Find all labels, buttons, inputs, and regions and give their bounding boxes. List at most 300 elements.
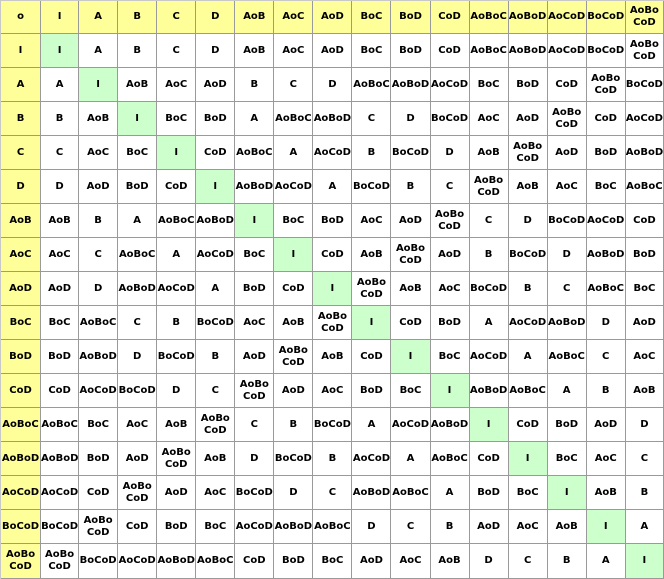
table-cell: AoBoC bbox=[391, 476, 430, 510]
table-cell: AoC bbox=[79, 136, 118, 170]
table-cell: AoBoD bbox=[352, 476, 391, 510]
table-row bbox=[1, 34, 664, 68]
table-cell: AoCoD bbox=[79, 374, 118, 408]
table-cell: D bbox=[470, 544, 509, 579]
table-cell: AoB bbox=[196, 442, 235, 476]
table-cell: AoB bbox=[470, 136, 509, 170]
table-cell: D bbox=[157, 374, 196, 408]
column-header: CoD bbox=[431, 1, 470, 34]
table-cell: BoCoD bbox=[313, 408, 352, 442]
table-body bbox=[1, 34, 664, 579]
row-header: BoCoD bbox=[1, 510, 41, 544]
table-cell: A bbox=[470, 306, 509, 340]
table-cell: AoD bbox=[431, 238, 470, 272]
table-cell: A bbox=[391, 442, 430, 476]
column-header: AoBoD bbox=[509, 1, 548, 34]
table-cell: AoCoD bbox=[548, 34, 587, 68]
table-cell: AoB bbox=[41, 204, 79, 238]
identity-cell: I bbox=[509, 442, 548, 476]
table-cell: AoBo CoD bbox=[431, 204, 470, 238]
table-cell: AoB bbox=[509, 170, 548, 204]
table-cell: A bbox=[274, 136, 313, 170]
table-row bbox=[1, 68, 664, 102]
table-cell: C bbox=[274, 68, 313, 102]
table-cell: BoCoD bbox=[41, 510, 79, 544]
table-cell: AoC bbox=[196, 476, 235, 510]
table-cell: AoBoC bbox=[431, 442, 470, 476]
table-cell: B bbox=[626, 476, 664, 510]
table-cell: AoBoD bbox=[587, 238, 626, 272]
table-cell: C bbox=[391, 510, 430, 544]
column-header: AoBoC bbox=[470, 1, 509, 34]
table-cell: B bbox=[157, 306, 196, 340]
table-cell: C bbox=[313, 476, 352, 510]
table-cell: BoCoD bbox=[196, 306, 235, 340]
table-cell: D bbox=[274, 476, 313, 510]
table-cell: D bbox=[41, 170, 79, 204]
table-cell: CoD bbox=[352, 340, 391, 374]
table-cell: B bbox=[235, 68, 274, 102]
table-cell: BoD bbox=[626, 238, 664, 272]
column-header: AoC bbox=[274, 1, 313, 34]
table-cell: BoCoD bbox=[587, 34, 626, 68]
row-header: D bbox=[1, 170, 41, 204]
table-cell: AoC bbox=[470, 102, 509, 136]
row-header: AoBo CoD bbox=[1, 544, 41, 579]
table-cell: B bbox=[509, 272, 548, 306]
table-cell: C bbox=[235, 408, 274, 442]
table-cell: BoC bbox=[391, 374, 430, 408]
table-cell: BoC bbox=[352, 34, 391, 68]
table-cell: AoCoD bbox=[157, 272, 196, 306]
table-cell: AoBoC bbox=[626, 170, 664, 204]
table-cell: AoD bbox=[587, 408, 626, 442]
table-cell: AoC bbox=[626, 340, 664, 374]
row-header: CoD bbox=[1, 374, 41, 408]
table-cell: BoD bbox=[274, 544, 313, 579]
table-cell: BoCoD bbox=[509, 238, 548, 272]
table-cell: C bbox=[79, 238, 118, 272]
table-cell: AoBo CoD bbox=[313, 306, 352, 340]
table-cell: AoD bbox=[470, 510, 509, 544]
row-header: AoD bbox=[1, 272, 41, 306]
row-header: BoD bbox=[1, 340, 41, 374]
table-cell: BoC bbox=[313, 544, 352, 579]
table-cell: BoD bbox=[235, 272, 274, 306]
table-row bbox=[1, 544, 664, 579]
table-cell: C bbox=[509, 544, 548, 579]
table-cell: AoCoD bbox=[509, 306, 548, 340]
table-cell: BoD bbox=[313, 204, 352, 238]
row-header: BoC bbox=[1, 306, 41, 340]
table-cell: AoBoC bbox=[352, 68, 391, 102]
row-header: AoB bbox=[1, 204, 41, 238]
table-cell: BoCoD bbox=[157, 340, 196, 374]
table-cell: AoB bbox=[118, 68, 157, 102]
table-cell: BoD bbox=[548, 408, 587, 442]
table-cell: AoBoC bbox=[548, 340, 587, 374]
table-row bbox=[1, 374, 664, 408]
table-cell: AoB bbox=[79, 102, 118, 136]
table-cell: CoD bbox=[509, 408, 548, 442]
table-cell: AoBo CoD bbox=[626, 34, 664, 68]
table-cell: B bbox=[431, 510, 470, 544]
column-header: I bbox=[41, 1, 79, 34]
table-cell: D bbox=[509, 204, 548, 238]
table-cell: D bbox=[313, 68, 352, 102]
table-cell: AoC bbox=[274, 34, 313, 68]
table-cell: CoD bbox=[470, 442, 509, 476]
table-cell: AoD bbox=[157, 476, 196, 510]
table-cell: C bbox=[118, 306, 157, 340]
table-cell: BoCoD bbox=[274, 442, 313, 476]
row-header: A bbox=[1, 68, 41, 102]
table-cell: AoC bbox=[431, 272, 470, 306]
column-header: AoCoD bbox=[548, 1, 587, 34]
column-header: A bbox=[79, 1, 118, 34]
table-cell: CoD bbox=[157, 170, 196, 204]
table-cell: AoBoC bbox=[274, 102, 313, 136]
table-cell: D bbox=[391, 102, 430, 136]
table-cell: CoD bbox=[196, 136, 235, 170]
table-cell: AoCoD bbox=[626, 102, 664, 136]
table-cell: C bbox=[431, 170, 470, 204]
table-cell: BoC bbox=[548, 442, 587, 476]
table-cell: CoD bbox=[391, 306, 430, 340]
table-row bbox=[1, 170, 664, 204]
table-cell: AoC bbox=[118, 408, 157, 442]
table-cell: BoD bbox=[196, 102, 235, 136]
row-header: B bbox=[1, 102, 41, 136]
table-cell: BoC bbox=[118, 136, 157, 170]
table-cell: C bbox=[587, 340, 626, 374]
table-cell: BoC bbox=[157, 102, 196, 136]
table-cell: BoC bbox=[235, 238, 274, 272]
table-cell: AoD bbox=[352, 544, 391, 579]
table-cell: BoD bbox=[79, 442, 118, 476]
table-cell: AoCoD bbox=[352, 442, 391, 476]
table-cell: CoD bbox=[274, 272, 313, 306]
table-cell: AoBo CoD bbox=[548, 102, 587, 136]
table-cell: BoD bbox=[157, 510, 196, 544]
table-cell: BoD bbox=[41, 340, 79, 374]
row-header: C bbox=[1, 136, 41, 170]
table-cell: AoCoD bbox=[391, 408, 430, 442]
identity-cell: I bbox=[626, 544, 664, 579]
table-cell: BoC bbox=[626, 272, 664, 306]
header-row bbox=[1, 1, 664, 34]
column-header: C bbox=[157, 1, 196, 34]
table-header bbox=[1, 1, 664, 34]
identity-cell: I bbox=[274, 238, 313, 272]
table-cell: AoBoD bbox=[470, 374, 509, 408]
row-header: AoBoC bbox=[1, 408, 41, 442]
table-cell: B bbox=[548, 544, 587, 579]
table-cell: AoBo CoD bbox=[235, 374, 274, 408]
table-cell: AoCoD bbox=[587, 204, 626, 238]
table-cell: D bbox=[235, 442, 274, 476]
table-cell: D bbox=[352, 510, 391, 544]
table-cell: BoC bbox=[274, 204, 313, 238]
corner-cell: o bbox=[1, 1, 41, 34]
table-cell: B bbox=[79, 204, 118, 238]
column-header: BoCoD bbox=[587, 1, 626, 34]
table-cell: AoD bbox=[235, 340, 274, 374]
table-cell: CoD bbox=[118, 510, 157, 544]
table-cell: B bbox=[41, 102, 79, 136]
table-cell: BoCoD bbox=[548, 204, 587, 238]
table-cell: CoD bbox=[587, 102, 626, 136]
table-cell: B bbox=[196, 340, 235, 374]
table-cell: AoBo CoD bbox=[391, 238, 430, 272]
table-cell: AoCoD bbox=[470, 340, 509, 374]
identity-cell: I bbox=[235, 204, 274, 238]
table-row bbox=[1, 306, 664, 340]
table-cell: AoBoC bbox=[157, 204, 196, 238]
table-cell: AoBoD bbox=[391, 68, 430, 102]
table-cell: D bbox=[548, 238, 587, 272]
table-cell: A bbox=[509, 340, 548, 374]
table-cell: BoC bbox=[509, 476, 548, 510]
identity-cell: I bbox=[391, 340, 430, 374]
table-cell: BoCoD bbox=[431, 102, 470, 136]
table-cell: A bbox=[118, 204, 157, 238]
table-cell: BoD bbox=[391, 34, 430, 68]
row-header: AoC bbox=[1, 238, 41, 272]
table-row bbox=[1, 408, 664, 442]
table-cell: D bbox=[431, 136, 470, 170]
table-cell: BoCoD bbox=[470, 272, 509, 306]
table-row bbox=[1, 102, 664, 136]
table-cell: D bbox=[118, 340, 157, 374]
table-cell: AoBoD bbox=[41, 442, 79, 476]
table-cell: BoC bbox=[79, 408, 118, 442]
identity-cell: I bbox=[587, 510, 626, 544]
table-cell: A bbox=[352, 408, 391, 442]
table-cell: BoD bbox=[470, 476, 509, 510]
table-cell: AoBoC bbox=[509, 374, 548, 408]
column-header: D bbox=[196, 1, 235, 34]
table-cell: BoC bbox=[196, 510, 235, 544]
table-cell: AoBo CoD bbox=[274, 340, 313, 374]
table-cell: AoC bbox=[313, 374, 352, 408]
table-cell: D bbox=[626, 408, 664, 442]
table-cell: BoD bbox=[509, 68, 548, 102]
table-cell: C bbox=[157, 34, 196, 68]
table-cell: C bbox=[548, 272, 587, 306]
table-cell: AoBo CoD bbox=[41, 544, 79, 579]
table-cell: BoCoD bbox=[118, 374, 157, 408]
table-cell: BoD bbox=[118, 170, 157, 204]
table-cell: A bbox=[196, 272, 235, 306]
table-cell: AoBoC bbox=[313, 510, 352, 544]
identity-cell: I bbox=[196, 170, 235, 204]
table-cell: AoBoC bbox=[235, 136, 274, 170]
table-cell: AoC bbox=[235, 306, 274, 340]
table-cell: AoD bbox=[313, 34, 352, 68]
table-cell: AoBoD bbox=[79, 340, 118, 374]
table-cell: BoCoD bbox=[235, 476, 274, 510]
table-cell: CoD bbox=[548, 68, 587, 102]
column-header: AoBo CoD bbox=[626, 1, 664, 34]
table-cell: AoD bbox=[626, 306, 664, 340]
identity-cell: I bbox=[118, 102, 157, 136]
table-cell: AoBoD bbox=[196, 204, 235, 238]
table-cell: C bbox=[196, 374, 235, 408]
table-cell: A bbox=[79, 34, 118, 68]
table-cell: B bbox=[470, 238, 509, 272]
table-cell: CoD bbox=[41, 374, 79, 408]
identity-cell: I bbox=[79, 68, 118, 102]
table-row bbox=[1, 272, 664, 306]
table-cell: BoCoD bbox=[79, 544, 118, 579]
table-row bbox=[1, 204, 664, 238]
table-cell: B bbox=[274, 408, 313, 442]
table-cell: AoBo CoD bbox=[118, 476, 157, 510]
table-cell: AoD bbox=[118, 442, 157, 476]
table-cell: AoBoD bbox=[274, 510, 313, 544]
table-cell: D bbox=[196, 34, 235, 68]
table-cell: A bbox=[431, 476, 470, 510]
table-cell: A bbox=[587, 544, 626, 579]
table-cell: C bbox=[352, 102, 391, 136]
table-cell: BoCoD bbox=[626, 68, 664, 102]
table-row bbox=[1, 510, 664, 544]
table-cell: AoBoD bbox=[431, 408, 470, 442]
table-cell: AoD bbox=[509, 102, 548, 136]
table-cell: AoBoD bbox=[626, 136, 664, 170]
table-cell: AoBoD bbox=[313, 102, 352, 136]
table-cell: AoBo CoD bbox=[587, 68, 626, 102]
table-cell: BoC bbox=[431, 340, 470, 374]
table-cell: B bbox=[352, 136, 391, 170]
table-cell: A bbox=[235, 102, 274, 136]
table-cell: AoBo CoD bbox=[157, 442, 196, 476]
table-cell: BoD bbox=[587, 136, 626, 170]
table-cell: AoB bbox=[235, 34, 274, 68]
table-cell: C bbox=[41, 136, 79, 170]
table-row bbox=[1, 136, 664, 170]
table-cell: AoB bbox=[548, 510, 587, 544]
table-cell: AoC bbox=[157, 68, 196, 102]
table-cell: AoB bbox=[157, 408, 196, 442]
table-cell: AoD bbox=[41, 272, 79, 306]
table-cell: AoCoD bbox=[196, 238, 235, 272]
table-cell: CoD bbox=[313, 238, 352, 272]
table-cell: A bbox=[626, 510, 664, 544]
table-cell: AoC bbox=[352, 204, 391, 238]
table-cell: D bbox=[79, 272, 118, 306]
table-cell: A bbox=[548, 374, 587, 408]
table-row bbox=[1, 476, 664, 510]
table-cell: BoD bbox=[431, 306, 470, 340]
table-cell: AoD bbox=[274, 374, 313, 408]
table-cell: AoBoD bbox=[157, 544, 196, 579]
table-cell: BoC bbox=[470, 68, 509, 102]
table-cell: AoB bbox=[391, 272, 430, 306]
table-cell: BoC bbox=[587, 170, 626, 204]
row-header: AoBoD bbox=[1, 442, 41, 476]
table-row bbox=[1, 340, 664, 374]
table-cell: C bbox=[626, 442, 664, 476]
table-cell: D bbox=[587, 306, 626, 340]
table-cell: A bbox=[157, 238, 196, 272]
column-header: B bbox=[118, 1, 157, 34]
table-cell: B bbox=[118, 34, 157, 68]
table-cell: AoBoD bbox=[548, 306, 587, 340]
row-header: AoCoD bbox=[1, 476, 41, 510]
table-cell: AoBoC bbox=[79, 306, 118, 340]
column-header: BoD bbox=[391, 1, 430, 34]
table-cell: AoB bbox=[313, 340, 352, 374]
table-cell: AoBoD bbox=[509, 34, 548, 68]
table-cell: BoCoD bbox=[352, 170, 391, 204]
table-row bbox=[1, 238, 664, 272]
table-cell: AoBo CoD bbox=[470, 170, 509, 204]
table-cell: AoBoD bbox=[235, 170, 274, 204]
table-cell: AoBo CoD bbox=[79, 510, 118, 544]
table-cell: AoCoD bbox=[431, 68, 470, 102]
identity-cell: I bbox=[431, 374, 470, 408]
table-cell: C bbox=[470, 204, 509, 238]
table-cell: AoC bbox=[391, 544, 430, 579]
table-cell: AoBo CoD bbox=[509, 136, 548, 170]
table-cell: AoC bbox=[548, 170, 587, 204]
table-cell: AoCoD bbox=[235, 510, 274, 544]
identity-cell: I bbox=[41, 34, 79, 68]
table-cell: AoBoC bbox=[118, 238, 157, 272]
table-cell: BoC bbox=[41, 306, 79, 340]
table-cell: AoBo CoD bbox=[352, 272, 391, 306]
table-cell: AoD bbox=[391, 204, 430, 238]
table-cell: B bbox=[587, 374, 626, 408]
table-cell: A bbox=[41, 68, 79, 102]
table-cell: AoCoD bbox=[274, 170, 313, 204]
table-cell: AoBoC bbox=[587, 272, 626, 306]
table-cell: AoBoC bbox=[196, 544, 235, 579]
table-cell: CoD bbox=[79, 476, 118, 510]
table-cell: AoD bbox=[548, 136, 587, 170]
identity-cell: I bbox=[352, 306, 391, 340]
table-cell: AoC bbox=[41, 238, 79, 272]
table-cell: AoD bbox=[79, 170, 118, 204]
table-cell: CoD bbox=[431, 34, 470, 68]
table-cell: BoD bbox=[352, 374, 391, 408]
table-cell: AoBoC bbox=[41, 408, 79, 442]
table-cell: AoC bbox=[509, 510, 548, 544]
table-cell: B bbox=[313, 442, 352, 476]
table-cell: B bbox=[391, 170, 430, 204]
table-cell: AoB bbox=[587, 476, 626, 510]
table-cell: AoBoC bbox=[470, 34, 509, 68]
identity-cell: I bbox=[157, 136, 196, 170]
table-cell: A bbox=[313, 170, 352, 204]
table-cell: AoC bbox=[587, 442, 626, 476]
table-cell: AoCoD bbox=[313, 136, 352, 170]
column-header: AoD bbox=[313, 1, 352, 34]
identity-cell: I bbox=[313, 272, 352, 306]
table-cell: AoBoD bbox=[118, 272, 157, 306]
table-cell: AoD bbox=[196, 68, 235, 102]
table-cell: AoBo CoD bbox=[196, 408, 235, 442]
column-header: AoB bbox=[235, 1, 274, 34]
table-cell: BoCoD bbox=[391, 136, 430, 170]
table-cell: CoD bbox=[626, 204, 664, 238]
table-row bbox=[1, 442, 664, 476]
table-cell: AoB bbox=[352, 238, 391, 272]
identity-cell: I bbox=[548, 476, 587, 510]
row-header: I bbox=[1, 34, 41, 68]
